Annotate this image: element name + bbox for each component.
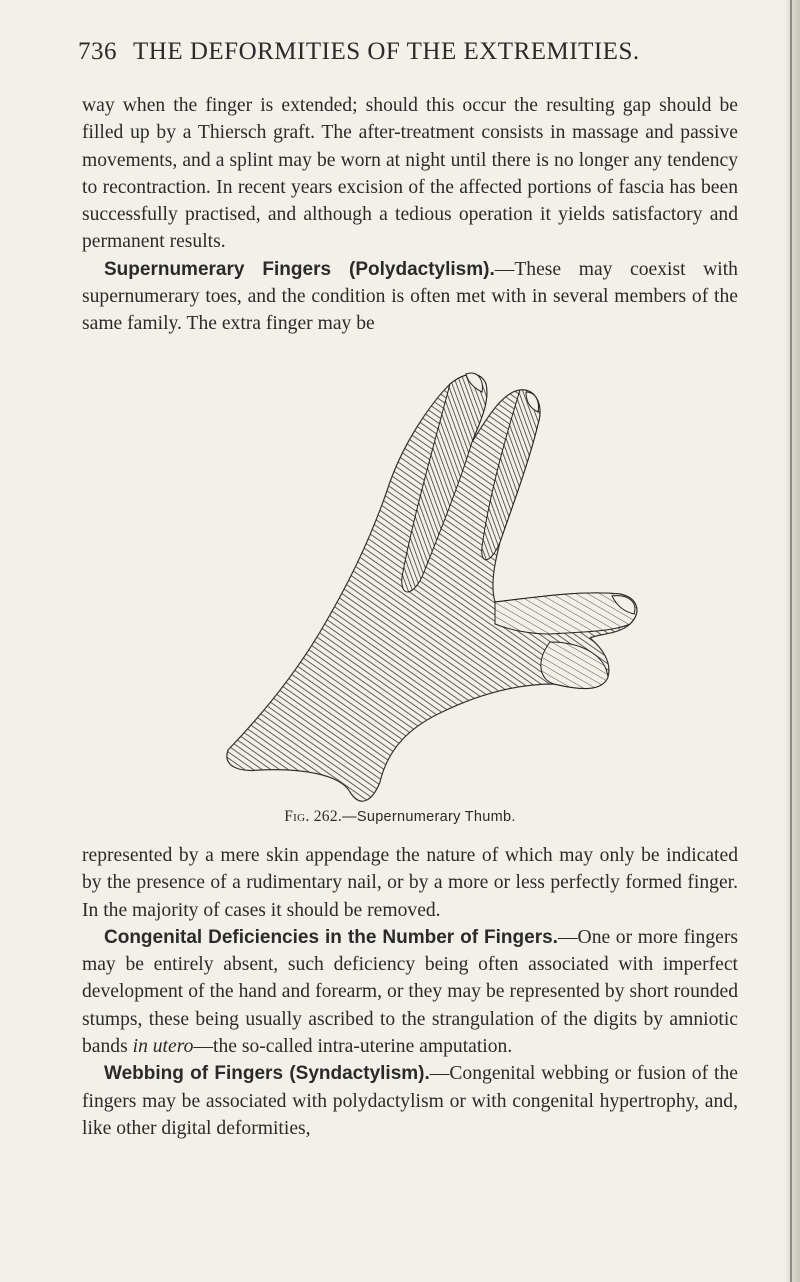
paragraph-body: —These may coexist with supernumerary toes, and the condition is often met with in several members of the same family. The extra finger may be <box>82 258 738 335</box>
page-edge-line <box>790 0 792 1282</box>
paragraph-deficiencies <box>82 924 738 1060</box>
paragraph-represented: represented by a mere skin appendage the nature of which may only be indicated by the presence of a rudimentary nail, or by a more or less perfectly formed finger. In the majority of cases it should be removed. <box>82 845 738 921</box>
figure-caption <box>0 808 800 826</box>
section-heading-syndactylism: Webbing of Fingers (Syndactylism). <box>104 1063 430 1085</box>
paragraph-body: —the so-called intra-uterine amputation. <box>193 1036 513 1058</box>
section-heading-polydactylism: Supernumerary Fingers (Polydactylism). <box>104 258 495 280</box>
paragraph-syndactylism <box>82 1060 738 1142</box>
running-title: THE DEFORMITIES OF THE EXTREMITIES. <box>133 38 640 65</box>
figure-hand-illustration <box>150 362 670 808</box>
paragraph-body: —Congenital webbing or fusion of the fingers may be associated with polydactylism or with congenital hypertrophy, and, like other digital deformities, <box>82 1063 738 1139</box>
page-edge-shadow <box>786 0 800 1282</box>
italic-term: in utero <box>132 1036 194 1058</box>
text-block-top <box>82 92 738 338</box>
hand-forearm-shape <box>227 374 637 801</box>
paragraph-continuation: way when the finger is extended; should this occur the resulting gap should be filled up by a Thiersch graft. The after-treatment consists in massage and passive movements, and a splint may be worn at night until there is no longer any tendency to recontraction. In recent years excision of the affected portions of fascia has been successfully practised, and although a tedious operation it yields satisfactory and permanent results. <box>82 95 738 253</box>
paragraph-polydactylism <box>82 256 738 338</box>
text-block-bottom <box>82 842 738 1142</box>
paragraph-body: —One or more fingers may be entirely absent, such deficiency being often associated with imperfect development of the hand and forearm, or they may be represented by short rounded stumps, these being usually ascribed to the strangulation of the digits by amniotic bands <box>82 926 738 1058</box>
section-heading-deficiencies: Congenital Deficiencies in the Number of Fingers. <box>104 926 558 948</box>
running-head <box>78 38 738 66</box>
page-number: 736 <box>78 38 117 65</box>
figure-caption-text: —Supernumerary Thumb. <box>342 809 516 825</box>
figure-label: Fig. 262. <box>284 808 343 825</box>
